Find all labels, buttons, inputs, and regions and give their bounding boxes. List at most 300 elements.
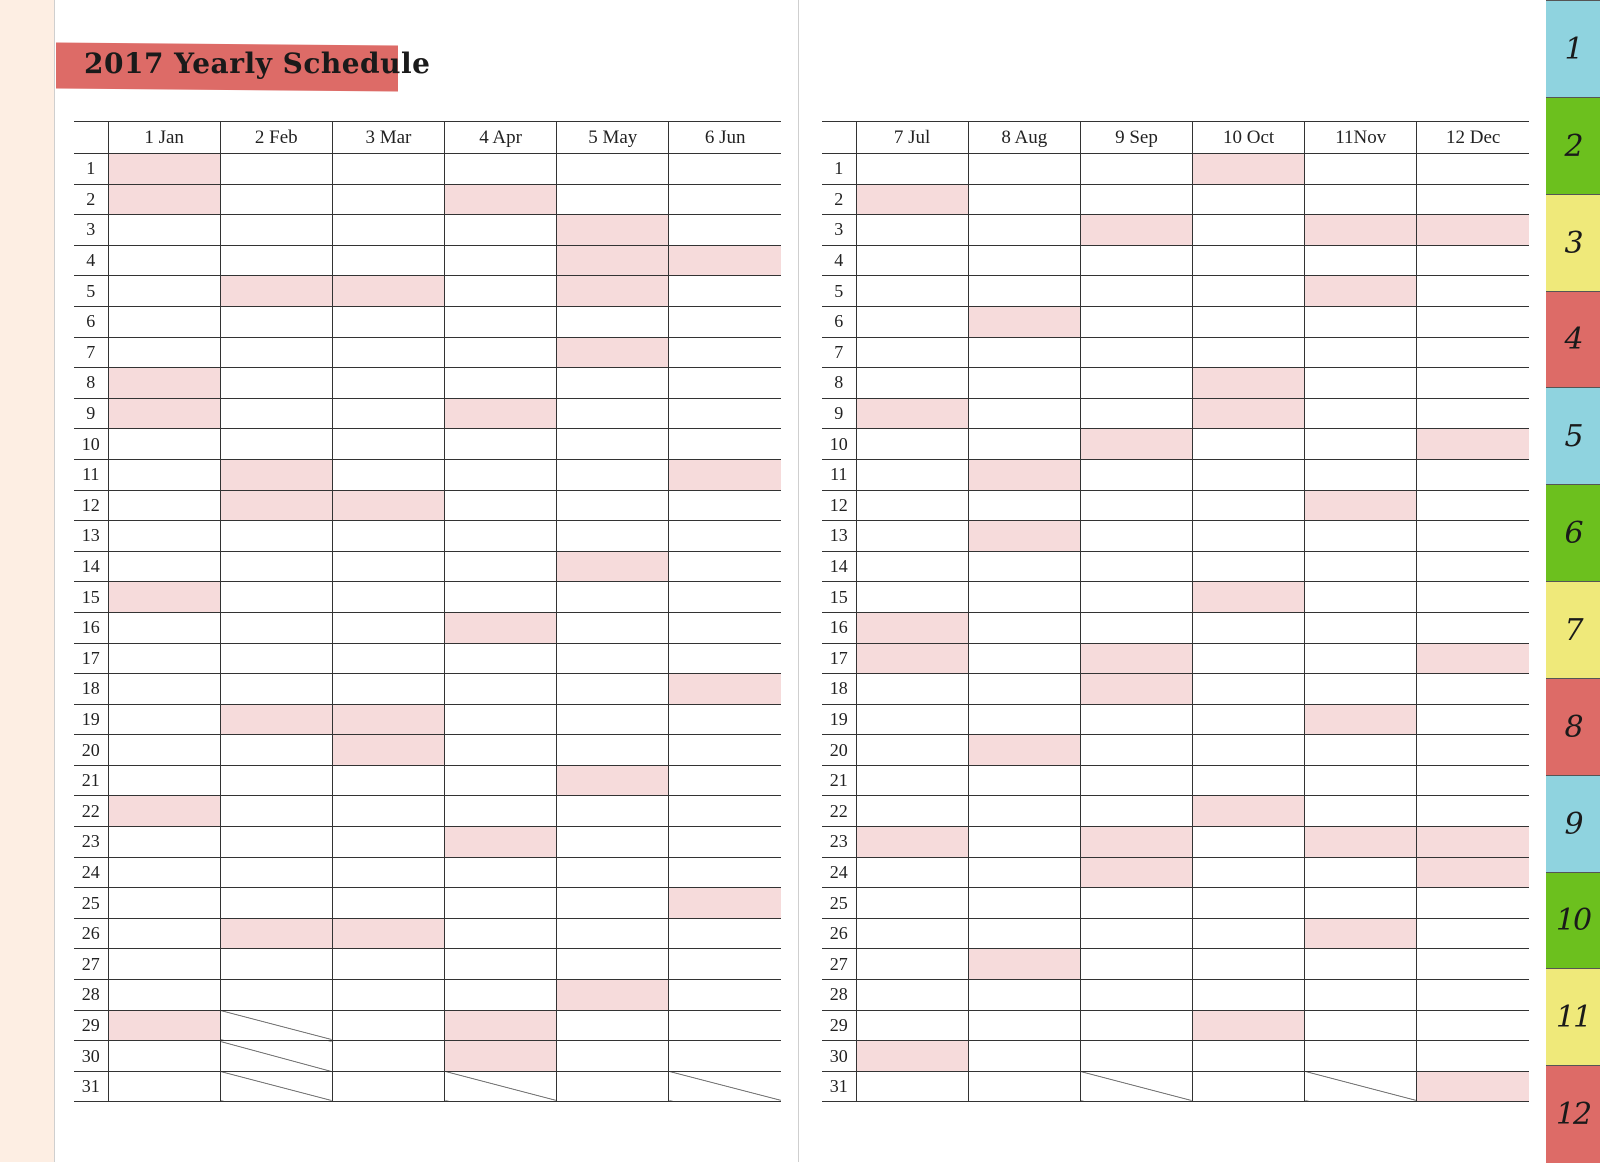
day-cell[interactable] <box>557 1041 669 1072</box>
highlighted-day-cell[interactable] <box>856 184 968 215</box>
day-cell[interactable] <box>1417 582 1529 613</box>
day-cell[interactable] <box>1305 857 1417 888</box>
highlighted-day-cell[interactable] <box>108 398 220 429</box>
day-cell[interactable] <box>445 918 557 949</box>
day-cell[interactable] <box>220 765 332 796</box>
highlighted-day-cell[interactable] <box>1305 704 1417 735</box>
day-cell[interactable] <box>332 949 444 980</box>
day-cell[interactable] <box>1193 918 1305 949</box>
day-cell[interactable] <box>445 276 557 307</box>
highlighted-day-cell[interactable] <box>669 245 781 276</box>
day-cell[interactable] <box>968 429 1080 460</box>
day-cell[interactable] <box>1305 429 1417 460</box>
day-cell[interactable] <box>332 1071 444 1102</box>
day-cell[interactable] <box>968 276 1080 307</box>
day-cell[interactable] <box>1305 735 1417 766</box>
day-cell[interactable] <box>1417 888 1529 919</box>
highlighted-day-cell[interactable] <box>669 674 781 705</box>
day-cell[interactable] <box>445 949 557 980</box>
day-cell[interactable] <box>968 245 1080 276</box>
day-cell[interactable] <box>1305 949 1417 980</box>
day-cell[interactable] <box>332 521 444 552</box>
day-cell[interactable] <box>1193 980 1305 1011</box>
highlighted-day-cell[interactable] <box>557 245 669 276</box>
day-cell[interactable] <box>557 643 669 674</box>
day-cell[interactable] <box>669 827 781 858</box>
day-cell[interactable] <box>1193 1041 1305 1072</box>
day-cell[interactable] <box>669 551 781 582</box>
day-cell[interactable] <box>1080 306 1192 337</box>
day-cell[interactable] <box>1193 306 1305 337</box>
highlighted-day-cell[interactable] <box>332 490 444 521</box>
highlighted-day-cell[interactable] <box>968 459 1080 490</box>
day-cell[interactable] <box>445 582 557 613</box>
month-tab-2[interactable]: 2 <box>1546 97 1600 195</box>
day-cell[interactable] <box>1305 337 1417 368</box>
day-cell[interactable] <box>1080 154 1192 185</box>
day-cell[interactable] <box>669 521 781 552</box>
day-cell[interactable] <box>557 612 669 643</box>
day-cell[interactable] <box>1080 888 1192 919</box>
day-cell[interactable] <box>968 551 1080 582</box>
highlighted-day-cell[interactable] <box>108 1010 220 1041</box>
day-cell[interactable] <box>1080 980 1192 1011</box>
month-tab-8[interactable]: 8 <box>1546 678 1600 776</box>
day-cell[interactable] <box>856 949 968 980</box>
day-cell[interactable] <box>1193 490 1305 521</box>
day-cell[interactable] <box>1193 674 1305 705</box>
day-cell[interactable] <box>445 490 557 521</box>
day-cell[interactable] <box>1305 582 1417 613</box>
day-cell[interactable] <box>220 888 332 919</box>
day-cell[interactable] <box>968 704 1080 735</box>
day-cell[interactable] <box>220 857 332 888</box>
day-cell[interactable] <box>1193 643 1305 674</box>
day-cell[interactable] <box>445 245 557 276</box>
day-cell[interactable] <box>445 154 557 185</box>
day-cell[interactable] <box>856 980 968 1011</box>
day-cell[interactable] <box>108 245 220 276</box>
day-cell[interactable] <box>669 949 781 980</box>
day-cell[interactable] <box>108 215 220 246</box>
day-cell[interactable] <box>968 1041 1080 1072</box>
day-cell[interactable] <box>445 704 557 735</box>
day-cell[interactable] <box>1080 918 1192 949</box>
day-cell[interactable] <box>1080 551 1192 582</box>
highlighted-day-cell[interactable] <box>557 765 669 796</box>
month-tab-12[interactable]: 12 <box>1546 1065 1600 1163</box>
day-cell[interactable] <box>669 276 781 307</box>
day-cell[interactable] <box>332 827 444 858</box>
day-cell[interactable] <box>1080 184 1192 215</box>
day-cell[interactable] <box>108 735 220 766</box>
day-cell[interactable] <box>968 337 1080 368</box>
day-cell[interactable] <box>1305 765 1417 796</box>
highlighted-day-cell[interactable] <box>445 1041 557 1072</box>
day-cell[interactable] <box>332 398 444 429</box>
day-cell[interactable] <box>1417 459 1529 490</box>
day-cell[interactable] <box>1080 368 1192 399</box>
month-tab-4[interactable]: 4 <box>1546 291 1600 389</box>
day-cell[interactable] <box>108 1071 220 1102</box>
day-cell[interactable] <box>220 184 332 215</box>
highlighted-day-cell[interactable] <box>669 888 781 919</box>
day-cell[interactable] <box>557 582 669 613</box>
day-cell[interactable] <box>856 918 968 949</box>
day-cell[interactable] <box>1305 154 1417 185</box>
day-cell[interactable] <box>220 337 332 368</box>
day-cell[interactable] <box>108 827 220 858</box>
day-cell[interactable] <box>557 154 669 185</box>
day-cell[interactable] <box>1305 459 1417 490</box>
day-cell[interactable] <box>856 490 968 521</box>
day-cell[interactable] <box>108 459 220 490</box>
day-cell[interactable] <box>220 521 332 552</box>
day-cell[interactable] <box>332 796 444 827</box>
highlighted-day-cell[interactable] <box>557 215 669 246</box>
day-cell[interactable] <box>332 765 444 796</box>
highlighted-day-cell[interactable] <box>669 459 781 490</box>
day-cell[interactable] <box>445 643 557 674</box>
day-cell[interactable] <box>669 980 781 1011</box>
day-cell[interactable] <box>220 398 332 429</box>
day-cell[interactable] <box>332 154 444 185</box>
day-cell[interactable] <box>856 459 968 490</box>
day-cell[interactable] <box>968 184 1080 215</box>
day-cell[interactable] <box>968 398 1080 429</box>
day-cell[interactable] <box>557 521 669 552</box>
day-cell[interactable] <box>856 888 968 919</box>
day-cell[interactable] <box>557 1071 669 1102</box>
day-cell[interactable] <box>968 857 1080 888</box>
day-cell[interactable] <box>1305 521 1417 552</box>
day-cell[interactable] <box>669 215 781 246</box>
day-cell[interactable] <box>1417 1010 1529 1041</box>
day-cell[interactable] <box>557 949 669 980</box>
highlighted-day-cell[interactable] <box>1417 827 1529 858</box>
day-cell[interactable] <box>1305 612 1417 643</box>
day-cell[interactable] <box>856 674 968 705</box>
day-cell[interactable] <box>1305 306 1417 337</box>
month-tab-1[interactable]: 1 <box>1546 0 1600 98</box>
day-cell[interactable] <box>220 245 332 276</box>
day-cell[interactable] <box>1193 459 1305 490</box>
highlighted-day-cell[interactable] <box>1417 215 1529 246</box>
highlighted-day-cell[interactable] <box>1305 276 1417 307</box>
highlighted-day-cell[interactable] <box>108 582 220 613</box>
day-cell[interactable] <box>1417 1041 1529 1072</box>
day-cell[interactable] <box>1080 765 1192 796</box>
highlighted-day-cell[interactable] <box>1193 582 1305 613</box>
day-cell[interactable] <box>557 368 669 399</box>
month-tab-5[interactable]: 5 <box>1546 387 1600 485</box>
day-cell[interactable] <box>108 674 220 705</box>
day-cell[interactable] <box>1417 245 1529 276</box>
day-cell[interactable] <box>1417 276 1529 307</box>
day-cell[interactable] <box>1193 949 1305 980</box>
highlighted-day-cell[interactable] <box>445 184 557 215</box>
highlighted-day-cell[interactable] <box>332 276 444 307</box>
highlighted-day-cell[interactable] <box>968 735 1080 766</box>
day-cell[interactable] <box>1305 551 1417 582</box>
day-cell[interactable] <box>1193 215 1305 246</box>
day-cell[interactable] <box>856 521 968 552</box>
day-cell[interactable] <box>557 857 669 888</box>
highlighted-day-cell[interactable] <box>968 521 1080 552</box>
day-cell[interactable] <box>557 674 669 705</box>
day-cell[interactable] <box>968 765 1080 796</box>
day-cell[interactable] <box>220 582 332 613</box>
day-cell[interactable] <box>1417 154 1529 185</box>
day-cell[interactable] <box>108 429 220 460</box>
day-cell[interactable] <box>445 306 557 337</box>
day-cell[interactable] <box>332 368 444 399</box>
day-cell[interactable] <box>1080 735 1192 766</box>
day-cell[interactable] <box>108 643 220 674</box>
day-cell[interactable] <box>669 154 781 185</box>
day-cell[interactable] <box>1305 245 1417 276</box>
day-cell[interactable] <box>332 582 444 613</box>
day-cell[interactable] <box>1193 827 1305 858</box>
day-cell[interactable] <box>1417 337 1529 368</box>
day-cell[interactable] <box>1305 888 1417 919</box>
month-tab-9[interactable]: 9 <box>1546 775 1600 873</box>
day-cell[interactable] <box>1305 796 1417 827</box>
day-cell[interactable] <box>669 398 781 429</box>
day-cell[interactable] <box>1080 704 1192 735</box>
day-cell[interactable] <box>332 245 444 276</box>
day-cell[interactable] <box>220 674 332 705</box>
day-cell[interactable] <box>856 765 968 796</box>
day-cell[interactable] <box>1193 857 1305 888</box>
day-cell[interactable] <box>856 215 968 246</box>
day-cell[interactable] <box>968 827 1080 858</box>
day-cell[interactable] <box>108 918 220 949</box>
day-cell[interactable] <box>108 521 220 552</box>
day-cell[interactable] <box>1417 796 1529 827</box>
day-cell[interactable] <box>1305 1041 1417 1072</box>
day-cell[interactable] <box>856 551 968 582</box>
day-cell[interactable] <box>1193 429 1305 460</box>
day-cell[interactable] <box>968 368 1080 399</box>
day-cell[interactable] <box>1305 368 1417 399</box>
day-cell[interactable] <box>669 765 781 796</box>
highlighted-day-cell[interactable] <box>856 398 968 429</box>
day-cell[interactable] <box>332 429 444 460</box>
day-cell[interactable] <box>108 949 220 980</box>
day-cell[interactable] <box>445 368 557 399</box>
day-cell[interactable] <box>1080 398 1192 429</box>
highlighted-day-cell[interactable] <box>108 796 220 827</box>
day-cell[interactable] <box>968 582 1080 613</box>
day-cell[interactable] <box>108 765 220 796</box>
day-cell[interactable] <box>557 490 669 521</box>
day-cell[interactable] <box>1417 674 1529 705</box>
day-cell[interactable] <box>1305 643 1417 674</box>
day-cell[interactable] <box>856 368 968 399</box>
day-cell[interactable] <box>1193 765 1305 796</box>
day-cell[interactable] <box>856 704 968 735</box>
day-cell[interactable] <box>445 459 557 490</box>
day-cell[interactable] <box>332 888 444 919</box>
highlighted-day-cell[interactable] <box>1417 429 1529 460</box>
day-cell[interactable] <box>557 1010 669 1041</box>
day-cell[interactable] <box>220 612 332 643</box>
day-cell[interactable] <box>968 612 1080 643</box>
highlighted-day-cell[interactable] <box>1080 215 1192 246</box>
day-cell[interactable] <box>108 490 220 521</box>
day-cell[interactable] <box>1193 184 1305 215</box>
day-cell[interactable] <box>332 612 444 643</box>
day-cell[interactable] <box>1080 521 1192 552</box>
day-cell[interactable] <box>108 857 220 888</box>
day-cell[interactable] <box>1305 398 1417 429</box>
day-cell[interactable] <box>1305 674 1417 705</box>
month-tab-6[interactable]: 6 <box>1546 484 1600 582</box>
day-cell[interactable] <box>108 551 220 582</box>
day-cell[interactable] <box>1080 276 1192 307</box>
highlighted-day-cell[interactable] <box>1080 827 1192 858</box>
highlighted-day-cell[interactable] <box>445 827 557 858</box>
highlighted-day-cell[interactable] <box>108 184 220 215</box>
day-cell[interactable] <box>1417 368 1529 399</box>
highlighted-day-cell[interactable] <box>1417 1071 1529 1102</box>
day-cell[interactable] <box>1417 551 1529 582</box>
day-cell[interactable] <box>968 918 1080 949</box>
day-cell[interactable] <box>332 337 444 368</box>
day-cell[interactable] <box>220 643 332 674</box>
day-cell[interactable] <box>669 429 781 460</box>
day-cell[interactable] <box>1080 245 1192 276</box>
day-cell[interactable] <box>1193 521 1305 552</box>
day-cell[interactable] <box>856 1010 968 1041</box>
day-cell[interactable] <box>669 704 781 735</box>
day-cell[interactable] <box>557 918 669 949</box>
day-cell[interactable] <box>332 1010 444 1041</box>
day-cell[interactable] <box>108 1041 220 1072</box>
day-cell[interactable] <box>1417 735 1529 766</box>
day-cell[interactable] <box>1305 1010 1417 1041</box>
day-cell[interactable] <box>669 1010 781 1041</box>
day-cell[interactable] <box>445 980 557 1011</box>
day-cell[interactable] <box>669 490 781 521</box>
highlighted-day-cell[interactable] <box>856 827 968 858</box>
highlighted-day-cell[interactable] <box>220 704 332 735</box>
day-cell[interactable] <box>220 735 332 766</box>
day-cell[interactable] <box>1080 1041 1192 1072</box>
day-cell[interactable] <box>557 184 669 215</box>
highlighted-day-cell[interactable] <box>1080 429 1192 460</box>
day-cell[interactable] <box>1193 337 1305 368</box>
day-cell[interactable] <box>1193 735 1305 766</box>
highlighted-day-cell[interactable] <box>856 1041 968 1072</box>
day-cell[interactable] <box>968 674 1080 705</box>
day-cell[interactable] <box>557 888 669 919</box>
day-cell[interactable] <box>669 306 781 337</box>
day-cell[interactable] <box>220 154 332 185</box>
day-cell[interactable] <box>968 1071 1080 1102</box>
day-cell[interactable] <box>1080 949 1192 980</box>
day-cell[interactable] <box>332 1041 444 1072</box>
day-cell[interactable] <box>669 1041 781 1072</box>
day-cell[interactable] <box>445 429 557 460</box>
day-cell[interactable] <box>557 429 669 460</box>
day-cell[interactable] <box>445 735 557 766</box>
day-cell[interactable] <box>968 888 1080 919</box>
day-cell[interactable] <box>1417 704 1529 735</box>
day-cell[interactable] <box>856 857 968 888</box>
day-cell[interactable] <box>669 612 781 643</box>
highlighted-day-cell[interactable] <box>220 918 332 949</box>
highlighted-day-cell[interactable] <box>1193 154 1305 185</box>
day-cell[interactable] <box>1193 1071 1305 1102</box>
day-cell[interactable] <box>856 245 968 276</box>
day-cell[interactable] <box>968 154 1080 185</box>
day-cell[interactable] <box>220 551 332 582</box>
highlighted-day-cell[interactable] <box>1417 857 1529 888</box>
day-cell[interactable] <box>669 337 781 368</box>
day-cell[interactable] <box>1305 184 1417 215</box>
day-cell[interactable] <box>557 735 669 766</box>
day-cell[interactable] <box>108 980 220 1011</box>
highlighted-day-cell[interactable] <box>557 276 669 307</box>
highlighted-day-cell[interactable] <box>557 551 669 582</box>
highlighted-day-cell[interactable] <box>968 306 1080 337</box>
day-cell[interactable] <box>220 827 332 858</box>
highlighted-day-cell[interactable] <box>1305 827 1417 858</box>
day-cell[interactable] <box>1417 184 1529 215</box>
highlighted-day-cell[interactable] <box>1305 215 1417 246</box>
day-cell[interactable] <box>1080 490 1192 521</box>
day-cell[interactable] <box>108 704 220 735</box>
day-cell[interactable] <box>856 276 968 307</box>
day-cell[interactable] <box>220 215 332 246</box>
month-tab-3[interactable]: 3 <box>1546 194 1600 292</box>
day-cell[interactable] <box>669 582 781 613</box>
day-cell[interactable] <box>1193 888 1305 919</box>
highlighted-day-cell[interactable] <box>220 276 332 307</box>
highlighted-day-cell[interactable] <box>1080 674 1192 705</box>
day-cell[interactable] <box>1080 612 1192 643</box>
day-cell[interactable] <box>332 184 444 215</box>
highlighted-day-cell[interactable] <box>445 398 557 429</box>
day-cell[interactable] <box>445 551 557 582</box>
day-cell[interactable] <box>669 735 781 766</box>
day-cell[interactable] <box>669 918 781 949</box>
highlighted-day-cell[interactable] <box>1193 398 1305 429</box>
highlighted-day-cell[interactable] <box>1193 796 1305 827</box>
day-cell[interactable] <box>445 337 557 368</box>
highlighted-day-cell[interactable] <box>220 490 332 521</box>
highlighted-day-cell[interactable] <box>1193 368 1305 399</box>
day-cell[interactable] <box>669 796 781 827</box>
day-cell[interactable] <box>856 337 968 368</box>
month-tab-11[interactable]: 11 <box>1546 968 1600 1066</box>
day-cell[interactable] <box>1193 612 1305 643</box>
day-cell[interactable] <box>220 368 332 399</box>
day-cell[interactable] <box>856 306 968 337</box>
highlighted-day-cell[interactable] <box>557 980 669 1011</box>
day-cell[interactable] <box>445 857 557 888</box>
day-cell[interactable] <box>220 429 332 460</box>
day-cell[interactable] <box>1417 949 1529 980</box>
day-cell[interactable] <box>557 459 669 490</box>
month-tab-7[interactable]: 7 <box>1546 581 1600 679</box>
day-cell[interactable] <box>968 490 1080 521</box>
day-cell[interactable] <box>557 796 669 827</box>
day-cell[interactable] <box>1417 398 1529 429</box>
day-cell[interactable] <box>669 857 781 888</box>
